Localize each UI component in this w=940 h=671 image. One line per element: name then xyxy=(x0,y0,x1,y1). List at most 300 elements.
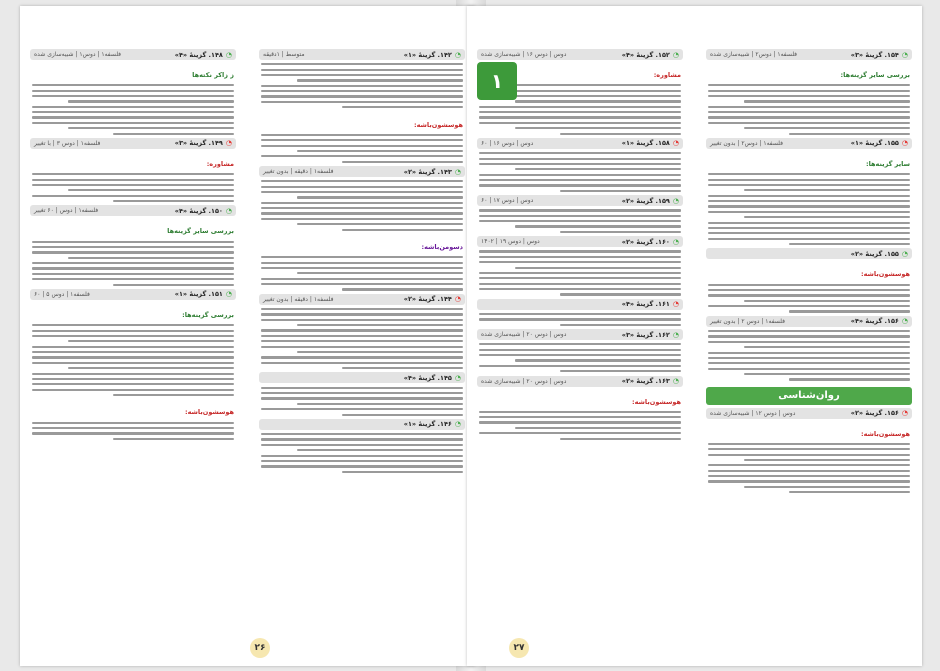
text-line xyxy=(297,351,463,353)
answer-block xyxy=(30,399,236,440)
answer-header xyxy=(706,408,912,419)
text-line xyxy=(708,368,910,370)
text-line xyxy=(479,106,681,108)
text-line xyxy=(479,283,681,285)
answer-header xyxy=(30,49,236,60)
text-line xyxy=(297,223,463,225)
answer-meta: دوس | دوس ۱۷ | ۶۰ xyxy=(481,197,534,205)
text-line xyxy=(789,378,910,380)
text-line xyxy=(261,455,463,457)
text-line xyxy=(68,189,234,191)
text-line xyxy=(113,200,234,202)
text-line xyxy=(744,100,910,102)
text-line xyxy=(32,383,234,385)
text-line xyxy=(32,267,234,269)
answer-meta: دوس | دوس ۲۰ | شبیه‌سازی شده xyxy=(481,377,567,385)
answer-text xyxy=(259,387,465,416)
answer-note-tag: سایر گزینه‌ها: xyxy=(866,159,910,168)
answer-text xyxy=(706,284,912,313)
text-line xyxy=(744,127,910,129)
text-line xyxy=(68,367,234,369)
answer-note-tag: هوسشون‌باشه: xyxy=(860,270,910,279)
signal-icon: ◔ xyxy=(901,50,908,59)
text-line xyxy=(32,432,234,434)
signal-icon: ◔ xyxy=(454,295,461,304)
answer-meta: دوس | دوس ۲۰ | شبیه‌سازی شده xyxy=(481,331,567,339)
answer-title: ◔۱۴۴. گزینهٔ «۲» xyxy=(403,295,461,304)
text-line xyxy=(479,313,681,315)
text-line xyxy=(32,373,234,375)
answer-text xyxy=(30,173,236,202)
answer-header xyxy=(477,329,683,340)
text-line xyxy=(479,174,681,176)
text-line xyxy=(479,250,681,252)
answer-note-tag: بررسی سایر گزینه‌ها: xyxy=(840,71,910,79)
answer-header xyxy=(259,372,465,383)
text-line xyxy=(297,196,463,198)
signal-icon: ◔ xyxy=(454,50,461,59)
answer-meta: دوس | دوس ۱۹ | ۱۴۰۲ xyxy=(481,238,540,246)
text-line xyxy=(261,256,463,258)
text-line xyxy=(708,90,910,92)
signal-icon: ◔ xyxy=(225,290,232,299)
text-line xyxy=(342,414,463,416)
answer-block xyxy=(30,205,236,285)
answer-block xyxy=(477,299,683,326)
text-line xyxy=(261,465,463,467)
text-line xyxy=(479,152,681,154)
text-line xyxy=(789,133,910,135)
text-line xyxy=(708,179,910,181)
answer-note-tag: بررسی سایر گزینه‌ها xyxy=(167,227,234,236)
answer-note-tag: هوسشون‌باشه: xyxy=(184,408,234,417)
text-line xyxy=(32,346,234,348)
text-line xyxy=(261,283,463,285)
answer-block xyxy=(30,138,236,202)
signal-icon: ◔ xyxy=(454,373,461,382)
left-page xyxy=(20,6,475,666)
text-line xyxy=(708,464,910,466)
answer-header xyxy=(259,166,465,177)
text-line xyxy=(560,133,681,135)
text-line xyxy=(261,329,463,331)
signal-icon: ◔ xyxy=(672,139,679,148)
text-line xyxy=(261,362,463,364)
signal-icon: ◔ xyxy=(454,420,461,429)
answer-header xyxy=(477,299,683,310)
answer-header xyxy=(30,289,236,300)
text-line xyxy=(708,211,910,213)
right-page xyxy=(467,6,922,666)
answer-note-tag: هوسشون‌باشه: xyxy=(413,120,463,129)
signal-icon: ◔ xyxy=(672,196,679,205)
answer-header xyxy=(477,138,683,149)
answer-text xyxy=(30,84,236,135)
text-line xyxy=(297,324,463,326)
text-line xyxy=(479,215,681,217)
text-line xyxy=(342,288,463,290)
text-line xyxy=(261,444,463,446)
text-line xyxy=(68,100,234,102)
text-line xyxy=(708,357,910,359)
answer-block xyxy=(706,408,912,494)
text-line xyxy=(32,330,234,332)
answer-title: ◔۱۵۱. گزینهٔ «۱» xyxy=(174,290,232,299)
text-line xyxy=(560,231,681,233)
answer-title: ◔۱۵۲. گزینهٔ «۴» xyxy=(621,50,679,59)
right-page-right-column xyxy=(706,46,912,640)
text-line xyxy=(515,168,681,170)
text-line xyxy=(32,195,234,197)
text-line xyxy=(479,261,681,263)
text-line xyxy=(261,191,463,193)
signal-icon: ◔ xyxy=(225,206,232,215)
signal-icon: ◔ xyxy=(672,377,679,385)
answer-title: ◔۱۶۱. گزینهٔ «۴» xyxy=(621,300,679,309)
text-line xyxy=(261,278,463,280)
answer-text xyxy=(30,241,236,286)
text-line xyxy=(708,122,910,124)
answer-text xyxy=(259,63,465,108)
text-line xyxy=(708,362,910,364)
answer-text xyxy=(477,152,683,192)
text-line xyxy=(261,90,463,92)
text-line xyxy=(32,106,234,108)
text-line xyxy=(342,471,463,473)
text-line xyxy=(708,222,910,224)
text-line xyxy=(32,116,234,118)
text-line xyxy=(479,220,681,222)
answer-meta: فلسفه۱ | دوس | ۶۰ تغییر xyxy=(34,207,99,215)
text-line xyxy=(261,433,463,435)
text-line xyxy=(515,127,681,129)
text-line xyxy=(708,454,910,456)
signal-icon: ◔ xyxy=(901,139,908,148)
signal-icon: ◔ xyxy=(672,300,679,309)
answer-meta: فلسفه۱ | دوس ۳ | با تغییر xyxy=(34,139,101,147)
text-line xyxy=(32,246,234,248)
text-line xyxy=(479,354,681,356)
answer-title: ◔۱۴۹. گزینهٔ «۳» xyxy=(174,139,232,148)
signal-icon: ◔ xyxy=(454,167,461,176)
signal-icon: ◔ xyxy=(672,50,679,59)
answer-block xyxy=(477,329,683,372)
chapter-marker: ۱ xyxy=(477,62,517,100)
text-line xyxy=(32,427,234,429)
answer-header xyxy=(259,419,465,430)
answer-text xyxy=(477,343,683,372)
answer-text xyxy=(30,324,236,396)
answer-title: ◔۱۵۵. گزینهٔ «۱» xyxy=(850,139,908,148)
page-number: ۲۶ xyxy=(250,638,270,658)
answer-block xyxy=(477,376,683,440)
text-line xyxy=(708,84,910,86)
text-line xyxy=(479,272,681,274)
answer-meta: فلسفه۱ | دوس ۲ | بدون تغییر xyxy=(710,317,785,325)
answer-header xyxy=(706,49,912,60)
text-line xyxy=(708,448,910,450)
text-line xyxy=(342,161,463,163)
text-line xyxy=(479,349,681,351)
answer-meta: فلسفه۱ | دوس۲ | شبیه‌سازی شده xyxy=(710,51,798,58)
answer-note-tag: هوسشون‌باشه: xyxy=(631,397,681,406)
text-line xyxy=(261,460,463,462)
text-line xyxy=(32,179,234,181)
text-line xyxy=(32,324,234,326)
text-line xyxy=(261,186,463,188)
text-line xyxy=(342,367,463,369)
answer-block xyxy=(259,419,465,473)
answer-block xyxy=(259,234,465,291)
text-line xyxy=(479,416,681,418)
answer-note-tag: ز زاکر نکته‌ها xyxy=(192,71,234,79)
text-line xyxy=(560,370,681,372)
answer-block xyxy=(477,195,683,233)
text-line xyxy=(261,346,463,348)
text-line xyxy=(261,74,463,76)
text-line xyxy=(708,195,910,197)
answer-text xyxy=(259,256,465,290)
text-line xyxy=(708,289,910,291)
text-line xyxy=(744,459,910,461)
text-line xyxy=(708,116,910,118)
text-line xyxy=(708,95,910,97)
answer-meta: دوس | دوس ۱۶ | ۶۰ xyxy=(481,139,534,147)
answer-text xyxy=(259,180,465,231)
text-line xyxy=(113,284,234,286)
answer-text xyxy=(477,313,683,326)
text-line xyxy=(32,262,234,264)
text-line xyxy=(479,163,681,165)
answer-block xyxy=(30,289,236,396)
answer-header xyxy=(477,49,683,60)
answer-text xyxy=(259,134,465,163)
signal-icon: ◔ xyxy=(225,50,232,59)
answer-block xyxy=(259,112,465,163)
text-line xyxy=(708,232,910,234)
answer-header xyxy=(259,294,465,305)
text-line xyxy=(479,116,681,118)
left-page-right-column xyxy=(259,46,465,640)
answer-text xyxy=(477,411,683,440)
text-line xyxy=(479,411,681,413)
answer-text xyxy=(259,308,465,369)
text-line xyxy=(708,330,910,332)
text-line xyxy=(708,480,910,482)
answer-text xyxy=(706,330,912,381)
text-line xyxy=(708,443,910,445)
text-line xyxy=(261,356,463,358)
text-line xyxy=(68,257,234,259)
text-line xyxy=(32,362,234,364)
text-line xyxy=(261,408,463,410)
answer-meta: فلسفه۱ | دوس۲ | بدون تغییر xyxy=(710,139,784,147)
signal-icon: ◔ xyxy=(225,139,232,148)
right-page-left-column xyxy=(477,46,683,640)
answer-note-tag: هوسشون‌باشه: xyxy=(860,429,910,438)
answer-note-tag: مشاوره: xyxy=(206,159,234,168)
answer-note-tag: دسومن‌باشه: xyxy=(421,242,463,251)
answer-meta: دوس | دوس ۱۲ | شبیه‌سازی شده xyxy=(710,409,796,417)
answer-block xyxy=(30,49,236,135)
text-line xyxy=(479,122,681,124)
text-line xyxy=(261,202,463,204)
answer-block xyxy=(706,138,912,245)
text-line xyxy=(479,432,681,434)
answer-block xyxy=(706,316,912,381)
answer-title: ◔۱۵۴. گزینهٔ «۳» xyxy=(850,50,908,59)
text-line xyxy=(261,207,463,209)
answer-header xyxy=(706,138,912,149)
text-line xyxy=(32,111,234,113)
text-line xyxy=(32,90,234,92)
section-banner: روان‌شناسی xyxy=(706,387,912,405)
text-line xyxy=(515,225,681,227)
left-page-left-column xyxy=(30,46,236,640)
text-line xyxy=(297,449,463,451)
text-line xyxy=(479,421,681,423)
text-line xyxy=(261,69,463,71)
text-line xyxy=(479,288,681,290)
answer-title: ◔۱۴۶. گزینهٔ «۱» xyxy=(403,420,461,429)
text-line xyxy=(32,184,234,186)
text-line xyxy=(261,139,463,141)
text-line xyxy=(708,200,910,202)
text-line xyxy=(789,491,910,493)
answer-header xyxy=(706,248,912,259)
text-line xyxy=(297,403,463,405)
text-line xyxy=(261,392,463,394)
answer-meta: دوس | دوس ۱۶ | شبیه‌سازی شده xyxy=(481,51,567,58)
text-line xyxy=(479,277,681,279)
answer-title: ◔۱۵۸. گزینهٔ «۱» xyxy=(621,139,679,148)
answer-title: ◔۱۶۰. گزینهٔ «۲» xyxy=(621,237,679,246)
text-line xyxy=(479,111,681,113)
text-line xyxy=(261,438,463,440)
answer-header xyxy=(477,195,683,206)
answer-header xyxy=(477,236,683,247)
signal-icon: ◔ xyxy=(901,249,908,258)
page-number: ۲۷ xyxy=(509,638,529,658)
signal-icon: ◔ xyxy=(672,330,679,339)
text-line xyxy=(261,319,463,321)
text-line xyxy=(68,127,234,129)
text-line xyxy=(261,335,463,337)
signal-icon: ◔ xyxy=(901,409,908,418)
text-line xyxy=(261,155,463,157)
text-line xyxy=(708,335,910,337)
text-line xyxy=(32,84,234,86)
text-line xyxy=(479,184,681,186)
text-line xyxy=(68,340,234,342)
text-line xyxy=(261,267,463,269)
text-line xyxy=(32,351,234,353)
text-line xyxy=(744,216,910,218)
text-line xyxy=(479,365,681,367)
text-line xyxy=(479,179,681,181)
answer-header xyxy=(30,138,236,149)
text-line xyxy=(708,294,910,296)
text-line xyxy=(32,273,234,275)
answer-meta: فلسفه۱ | دوس۱ | شبیه‌سازی شده xyxy=(34,51,122,58)
signal-icon: ◔ xyxy=(901,317,908,326)
answer-title: ◔۱۴۲. گزینهٔ «۱» xyxy=(403,50,461,59)
text-line xyxy=(479,343,681,345)
text-line xyxy=(32,241,234,243)
answer-text xyxy=(30,422,236,440)
answer-meta: فلسفه۱ | دقیقه | بدون تغییر xyxy=(263,168,334,175)
text-line xyxy=(708,341,910,343)
text-line xyxy=(708,352,910,354)
text-line xyxy=(479,256,681,258)
answer-note-tag: مشاوره: xyxy=(653,71,681,79)
text-line xyxy=(789,243,910,245)
text-line xyxy=(297,79,463,81)
text-line xyxy=(744,486,910,488)
text-line xyxy=(708,305,910,307)
answer-block xyxy=(477,138,683,192)
answer-block xyxy=(259,372,465,415)
text-line xyxy=(32,422,234,424)
answer-block xyxy=(259,166,465,231)
text-line xyxy=(32,356,234,358)
answer-title: ◔۱۵۵. گزینهٔ «۲» xyxy=(850,249,908,258)
text-line xyxy=(261,308,463,310)
text-line xyxy=(744,189,910,191)
answer-text xyxy=(259,433,465,473)
text-line xyxy=(32,278,234,280)
answer-title: ◔۱۵۹. گزینهٔ «۲» xyxy=(621,196,679,205)
text-line xyxy=(560,438,681,440)
answer-title: ◔۱۴۳. گزینهٔ «۲» xyxy=(403,167,461,176)
text-line xyxy=(708,475,910,477)
text-line xyxy=(708,227,910,229)
text-line xyxy=(708,173,910,175)
answer-note-tag: بررسی گزینه‌ها: xyxy=(182,310,234,319)
text-line xyxy=(708,470,910,472)
answer-title: ◔۱۴۸. گزینهٔ «۴» xyxy=(174,50,232,59)
text-line xyxy=(479,318,681,320)
text-line xyxy=(515,427,681,429)
answer-meta: متوسط | ۱دقیقه xyxy=(263,51,305,58)
text-line xyxy=(32,335,234,337)
text-line xyxy=(342,106,463,108)
answer-title: ◔۱۶۳. گزینهٔ «۲» xyxy=(621,377,679,385)
answer-header xyxy=(706,316,912,327)
answer-block xyxy=(477,236,683,295)
text-line xyxy=(560,190,681,192)
text-line xyxy=(32,173,234,175)
answer-title: ◔۱۶۲. گزینهٔ «۳» xyxy=(621,330,679,339)
text-line xyxy=(515,359,681,361)
answer-text xyxy=(477,250,683,295)
text-line xyxy=(113,438,234,440)
text-line xyxy=(32,122,234,124)
text-line xyxy=(789,310,910,312)
text-line xyxy=(261,262,463,264)
text-line xyxy=(261,387,463,389)
text-line xyxy=(261,134,463,136)
text-line xyxy=(32,378,234,380)
text-line xyxy=(261,63,463,65)
text-line xyxy=(708,238,910,240)
text-line xyxy=(261,212,463,214)
answer-meta: فلسفه۱ | دوس ۵ | ۶۰ xyxy=(34,290,90,298)
text-line xyxy=(560,324,681,326)
answer-text xyxy=(706,84,912,135)
text-line xyxy=(261,397,463,399)
text-line xyxy=(261,85,463,87)
